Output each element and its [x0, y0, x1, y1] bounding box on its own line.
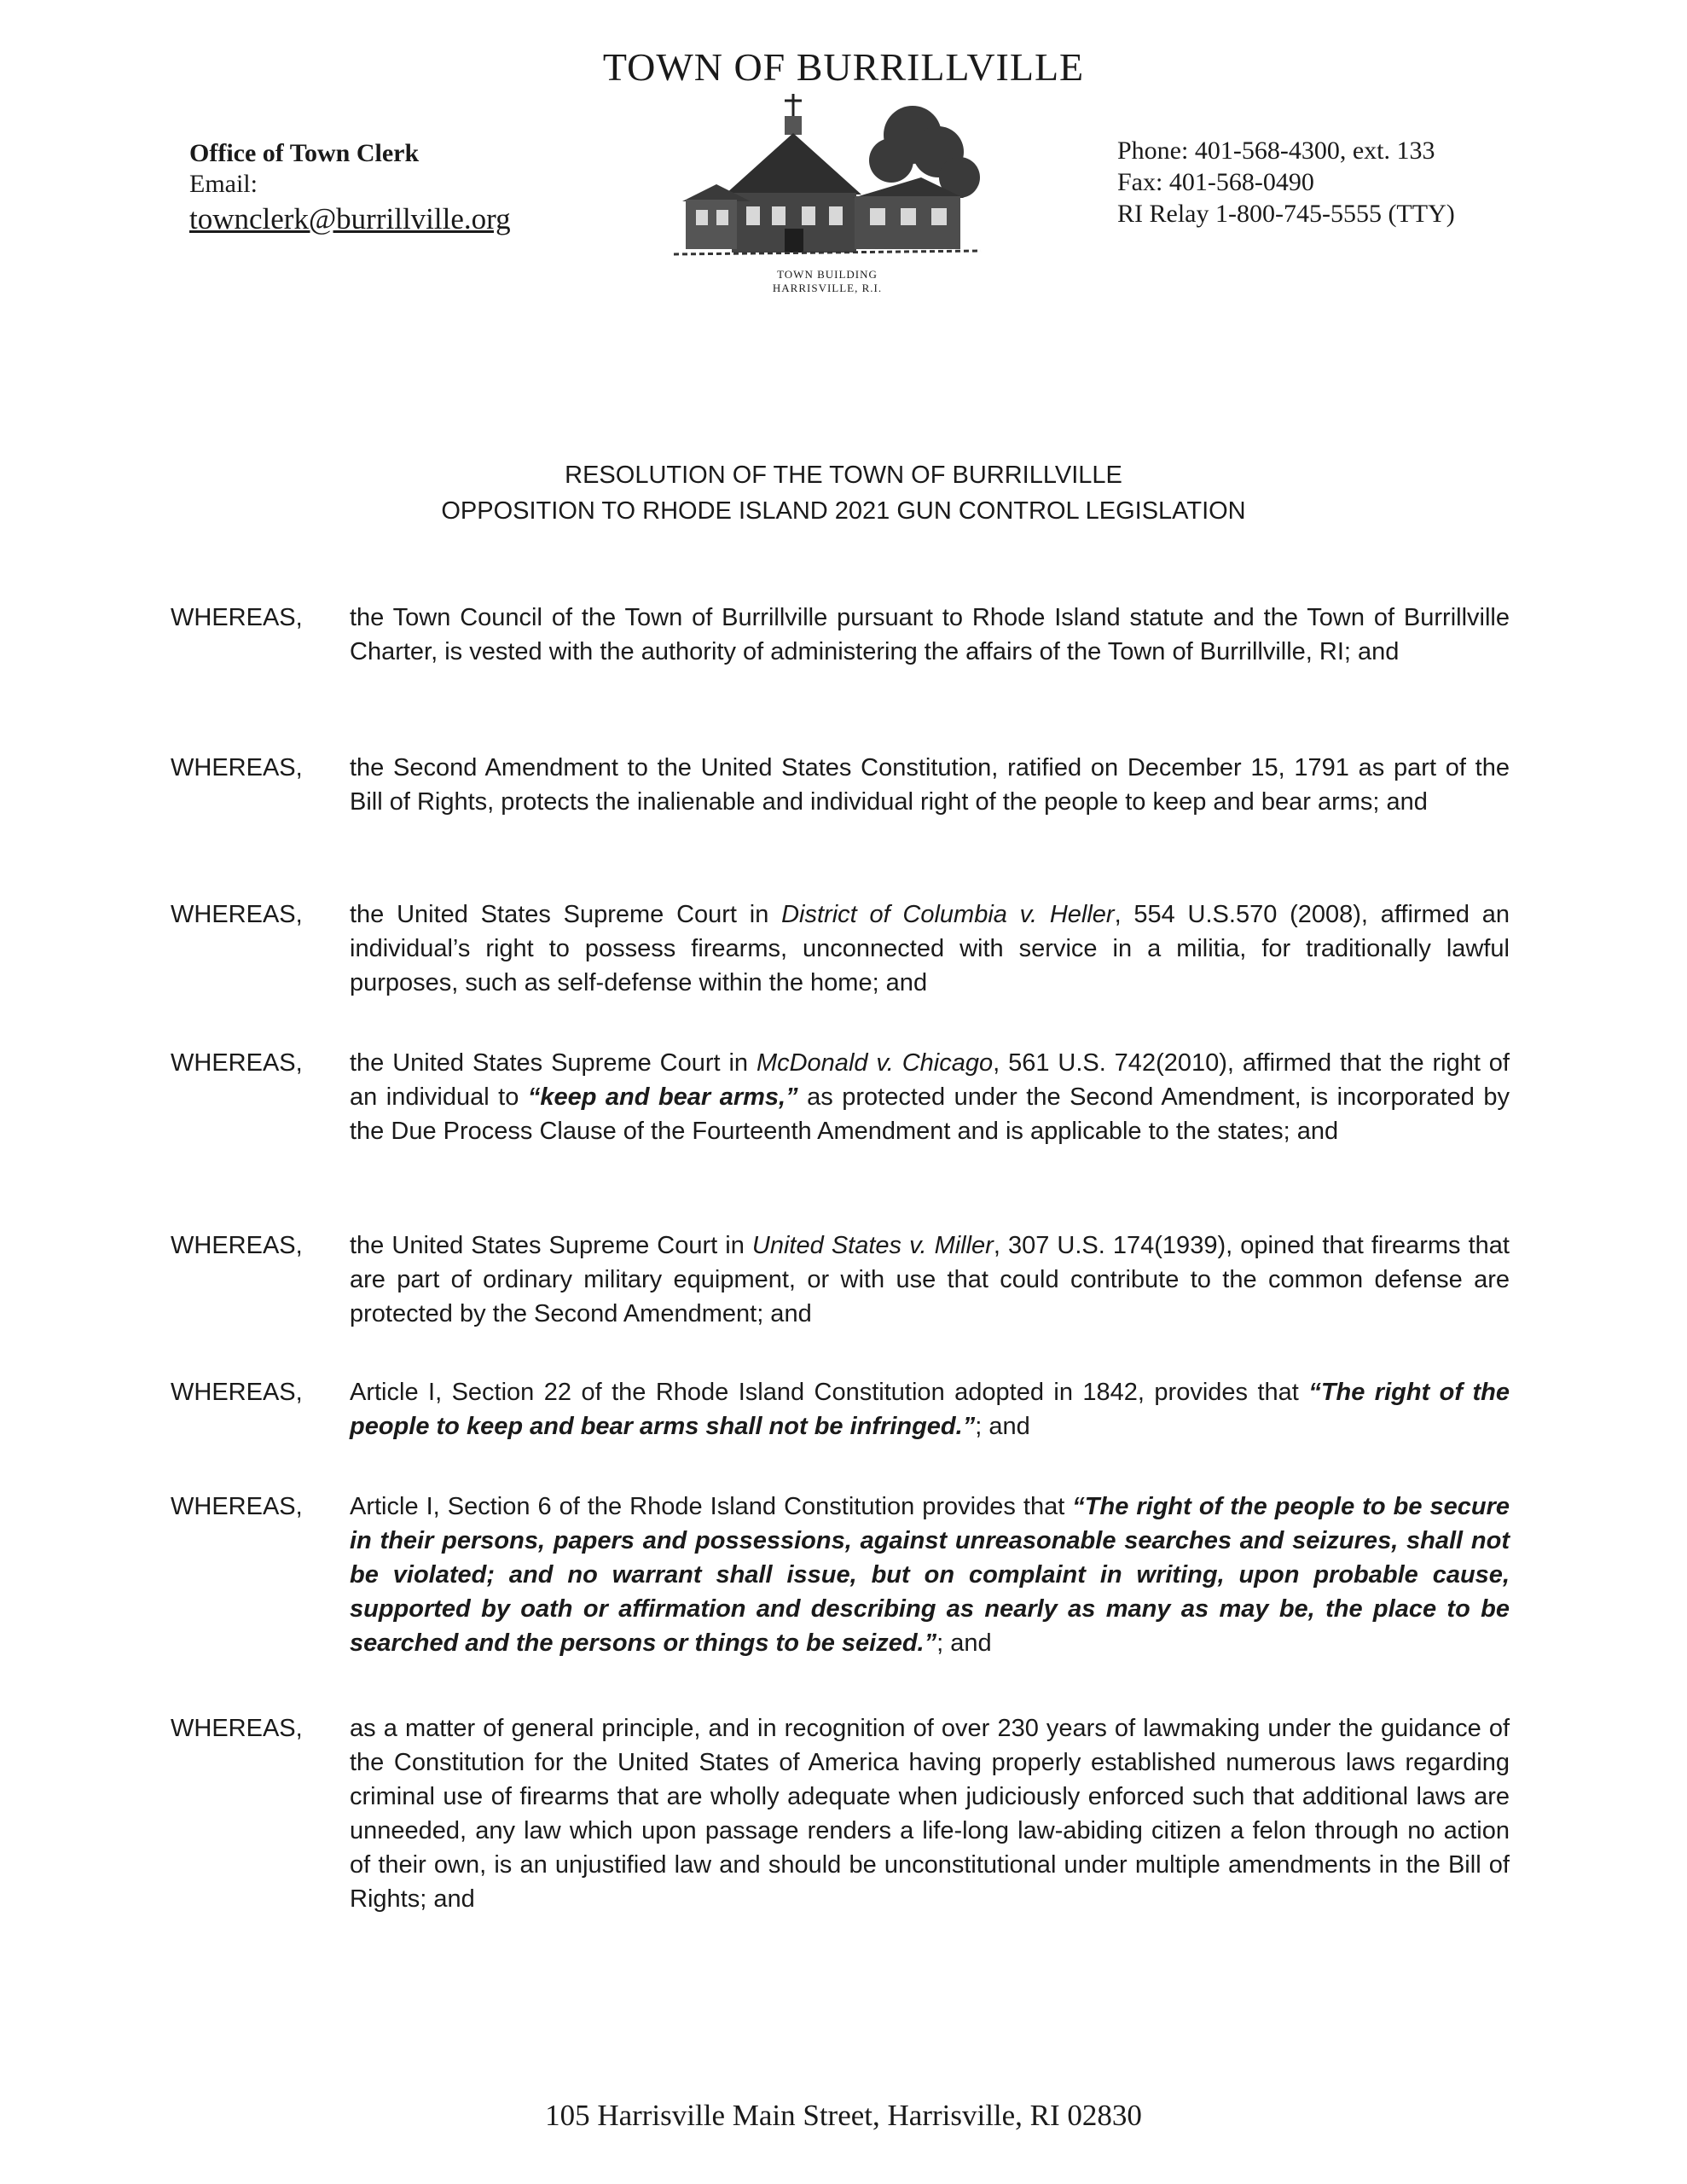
clause-text-part: Article I, Section 22 of the Rhode Island Constitution adopted in 1842, provides that	[350, 1379, 1309, 1406]
clause-text	[350, 1490, 1510, 1660]
clause-text	[350, 1046, 1510, 1148]
clause-text-part: , 307 U.S. 174(1939), opined that firearms that are part of ordinary military equipment, or with use that could contribute to the common defense are protected by the Second Amendment; and	[350, 1232, 1510, 1327]
logo-caption	[648, 268, 1006, 295]
quoted-text: “The right of the people to be secure in their persons, papers and possessions, against unreasonable searches and seizures, shall not be violated; and no warrant shall issue, but on complaint in writing, upon probable cause, supported by oath or affirmation and describing as nearly as many as may be, the place to be searched and the persons or things to be seized.”	[350, 1493, 1510, 1657]
resolution-title-line2: OPPOSITION TO RHODE ISLAND 2021 GUN CONTROL LEGISLATION	[441, 497, 1246, 525]
resolution-title-line1: RESOLUTION OF THE TOWN OF BURRILLVILLE	[565, 462, 1122, 489]
clause-text-part: , 554 U.S.570 (2008), affirmed an individual’s right to possess firearms, unconnected with service in a militia, for traditionally lawful purposes, such as self-defense within the home; and	[350, 901, 1510, 996]
clause-text-part: the United States Supreme Court in	[350, 901, 782, 928]
logo-caption-line1: TOWN BUILDING	[777, 268, 878, 281]
clause-text-part: ; and	[936, 1629, 992, 1657]
clause-text: the Second Amendment to the United States Constitution, ratified on December 15, 1791 as part of the Bill of Rights, protects the inalienable and individual right of the people to keep and bear arms; and	[350, 754, 1510, 816]
case-name: District of Columbia v. Heller	[781, 901, 1115, 928]
relay-number: RI Relay 1-800-745-5555 (TTY)	[1117, 200, 1455, 228]
clause-text: as a matter of general principle, and in recognition of over 230 years of lawmaking under the guidance of the Constitution for the United States of America having properly established numerous laws regarding criminal use of firearms that are wholly adequate when judiciously enforced such that additional laws are unneeded, any law which upon passage renders a life-long law-abiding citizen a felon through no action of their own, is an unjustified law and should be unconstitutional under multiple amendments in the Bill of Rights; and	[350, 1715, 1510, 1913]
clause-text: the Town Council of the Town of Burrillville pursuant to Rhode Island statute and the Town of Burrillville Charter, is vested with the authority of administering the affairs of the Town of Burrillville, RI; and	[350, 604, 1510, 665]
clause-text	[350, 1228, 1510, 1331]
town-title: TOWN OF BURRILLVILLE	[602, 45, 1085, 89]
whereas-label: WHEREAS,	[171, 1493, 303, 1520]
clause-text-part: , 561 U.S. 742(2010), affirmed that the right of an individual to	[350, 1049, 1510, 1111]
fax-number: Fax: 401-568-0490	[1117, 168, 1314, 196]
whereas-label: WHEREAS,	[171, 754, 303, 781]
whereas-label: WHEREAS,	[171, 901, 303, 928]
footer-address: 105 Harrisville Main Street, Harrisville, RI 02830	[545, 2099, 1142, 2132]
logo-caption-line2: HARRISVILLE, R.I.	[772, 282, 883, 294]
clerk-contact-block	[189, 138, 511, 239]
whereas-label: WHEREAS,	[171, 1049, 303, 1077]
whereas-label: WHEREAS,	[171, 1715, 303, 1742]
clause-text-part: ; and	[975, 1413, 1030, 1440]
case-name: McDonald v. Chicago	[756, 1049, 994, 1077]
clause-text	[350, 897, 1510, 1000]
email-link[interactable]: townclerk@burrillville.org	[189, 202, 511, 235]
phone-fax-block	[1117, 135, 1455, 229]
quoted-text: “The right of the people to keep and bear arms shall not be infringed.”	[350, 1379, 1510, 1440]
phone-number: Phone: 401-568-4300, ext. 133	[1117, 136, 1435, 165]
clause-text	[350, 1375, 1510, 1443]
whereas-label: WHEREAS,	[171, 1232, 303, 1259]
clause-text-part: the United States Supreme Court in	[350, 1049, 757, 1077]
office-name: Office of Town Clerk	[189, 139, 420, 167]
whereas-label: WHEREAS,	[171, 604, 303, 631]
resolution-heading	[0, 457, 1687, 529]
case-name: United States v. Miller	[751, 1232, 994, 1259]
clause-text-part: the United States Supreme Court in	[350, 1232, 752, 1259]
town-building-logo	[665, 92, 989, 263]
clause-text-part: Article I, Section 6 of the Rhode Island Constitution provides that	[350, 1493, 1073, 1520]
clause-text-part: as protected under the Second Amendment, is incorporated by the Due Process Clause of the Fourteenth Amendment and is applicable to the states; and	[350, 1083, 1510, 1145]
whereas-label: WHEREAS,	[171, 1379, 303, 1406]
email-label: Email:	[189, 170, 258, 198]
quoted-text: “keep and bear arms,”	[527, 1083, 798, 1111]
